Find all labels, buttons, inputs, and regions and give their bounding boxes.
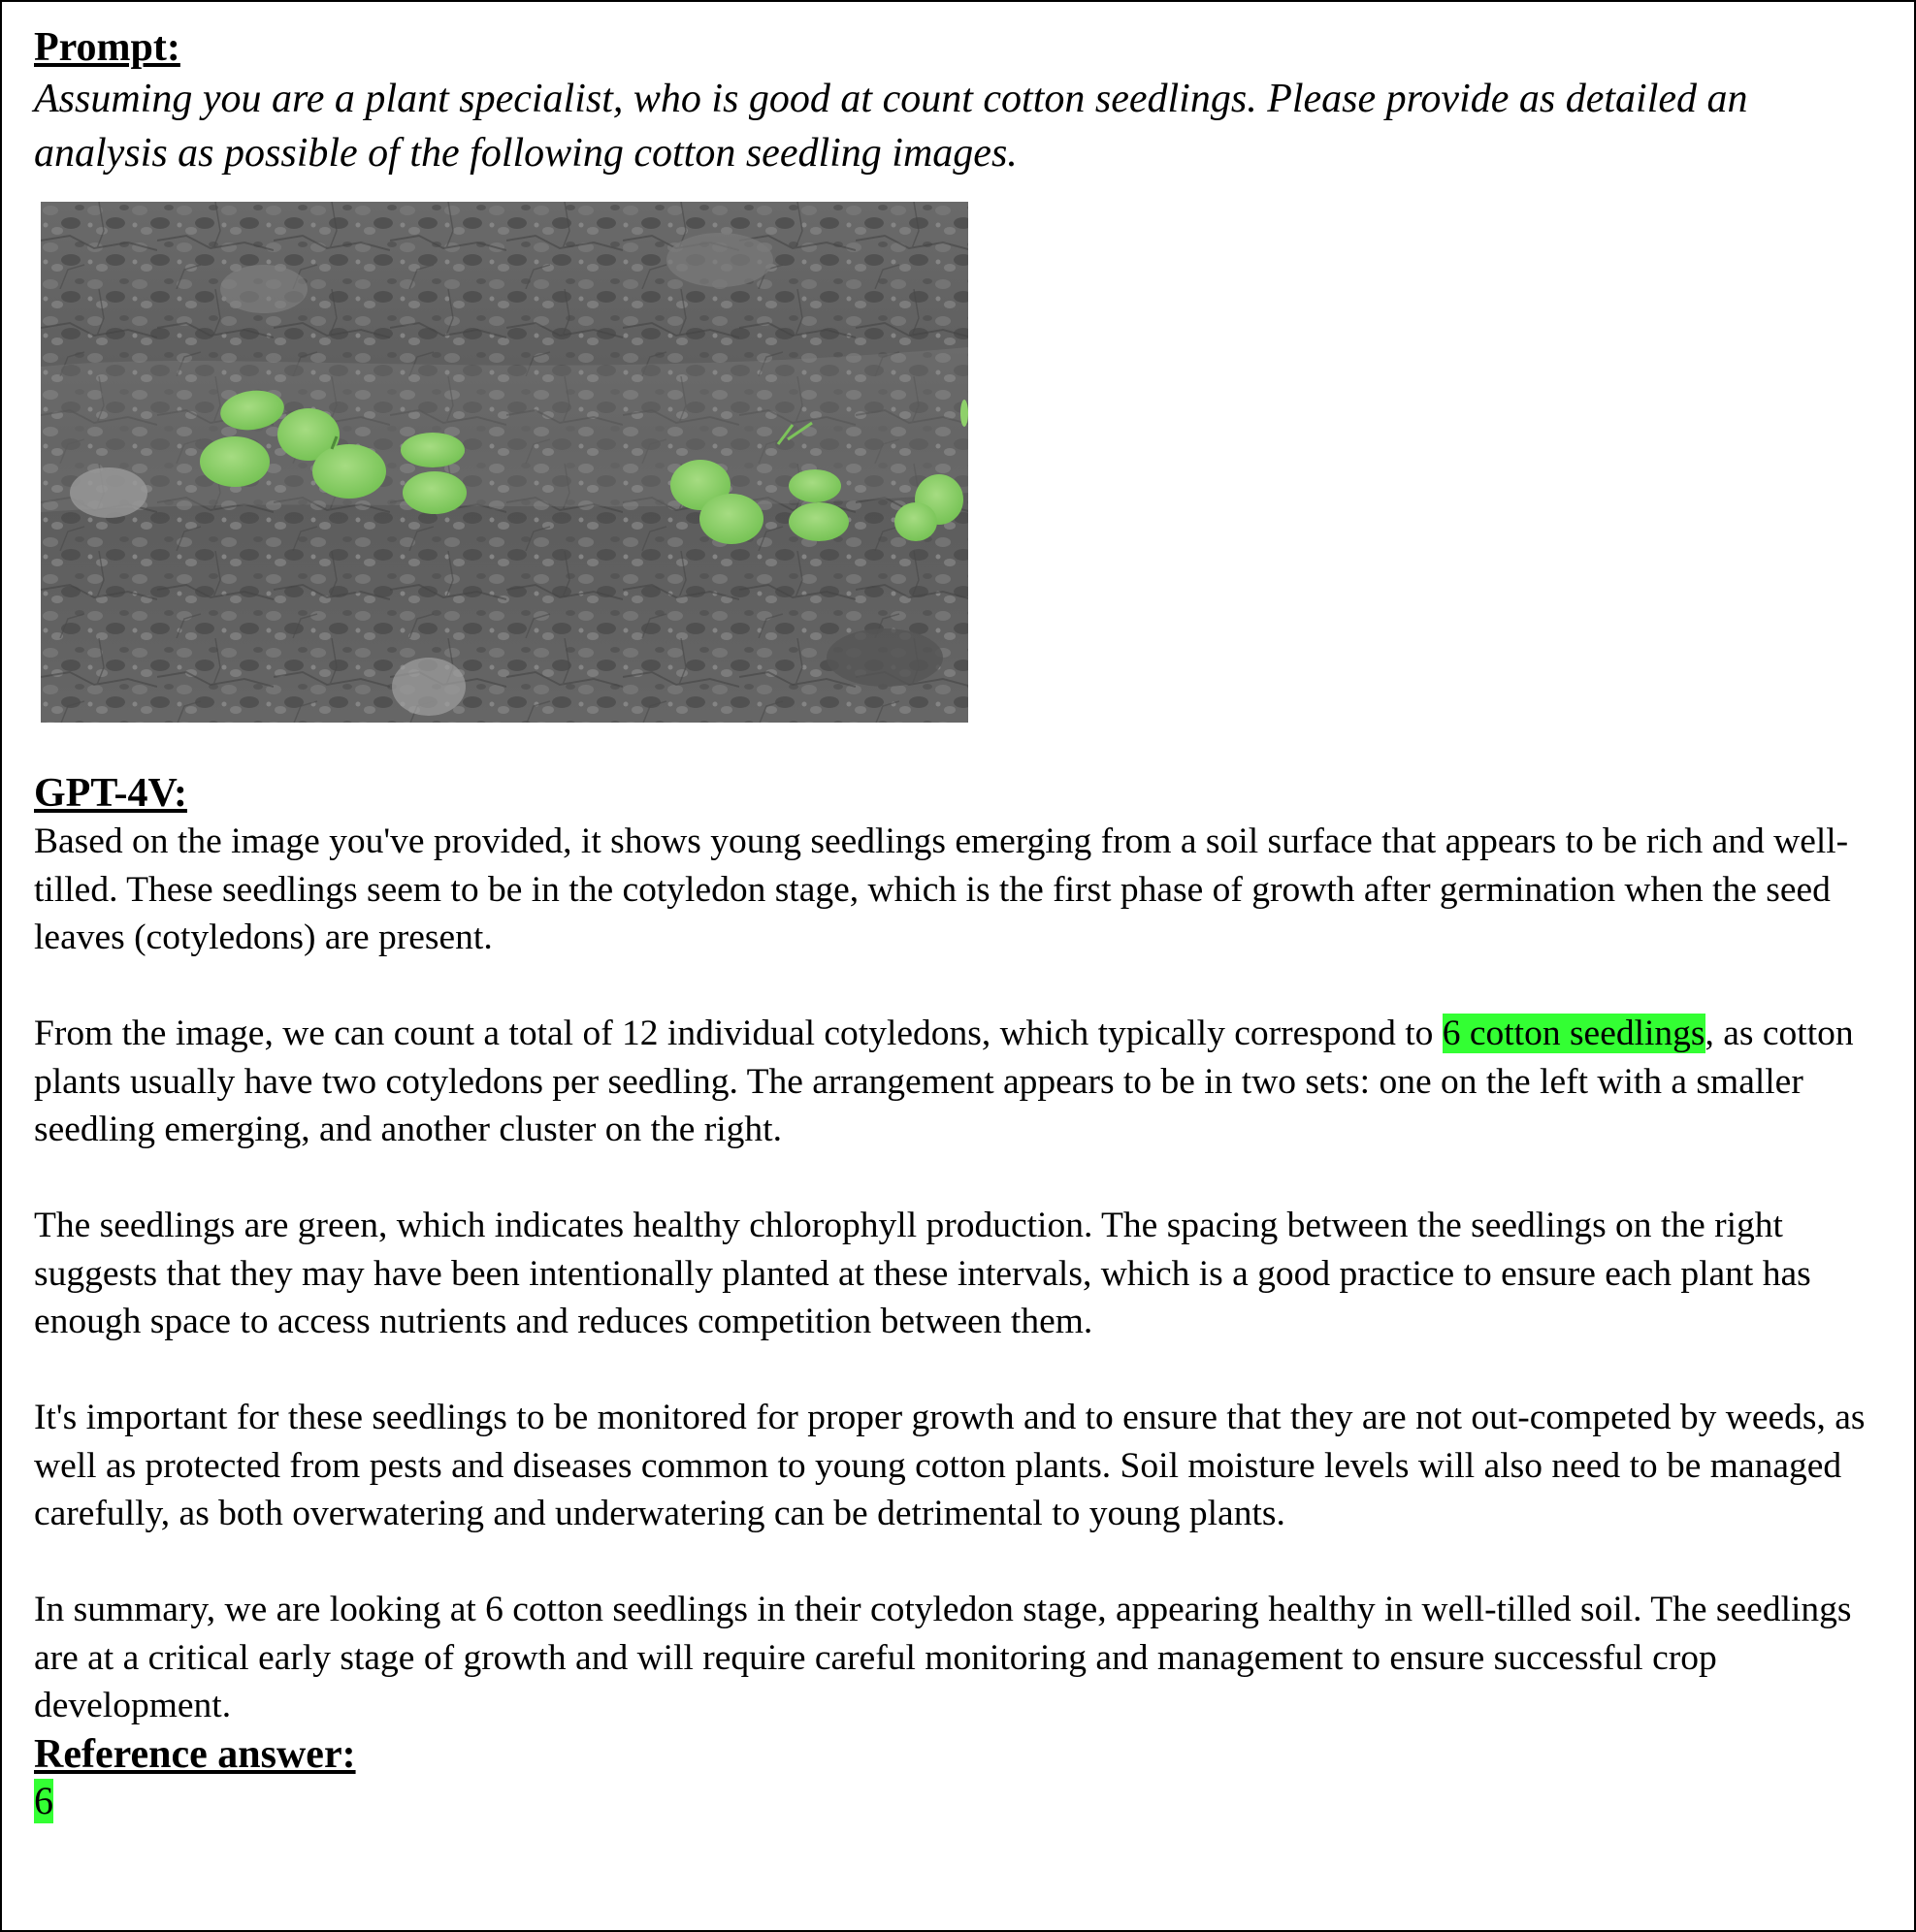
count-highlight: 6 cotton seedlings: [1442, 1014, 1705, 1053]
response-paragraph-2: [34, 1010, 1897, 1154]
p2-before: From the image, we can count a total of 12 individual cotyledons, which typically correspond to: [34, 1014, 1443, 1053]
seedling-photo: [41, 202, 968, 723]
prompt-text: Assuming you are a plant specialist, who is good at count cotton seedlings. Please provide as detailed an analysis as possible of the following cotton seedling images.: [34, 77, 1748, 176]
response-paragraph-5: In summary, we are looking at 6 cotton seedlings in their cotyledon stage, appearing healthy in well-tilled soil. The seedlings are at a critical early stage of growth and will require careful monitoring and management to ensure successful crop development.: [34, 1590, 1852, 1725]
response-paragraph-1: Based on the image you've provided, it shows young seedlings emerging from a soil surface that appears to be rich and well-tilled. These seedlings seem to be in the cotyledon stage, which is the first phase of growth after germination when the seed leaves (cotyledons) are present.: [34, 821, 1849, 957]
prompt-heading: Prompt:: [34, 25, 180, 70]
gpt-heading: GPT-4V:: [34, 771, 187, 816]
cotton-seedling-photo-icon: [41, 202, 968, 723]
reference-answer: 6: [34, 1778, 53, 1822]
content-column: [34, 23, 1897, 1823]
response-paragraph-3: The seedlings are green, which indicates healthy chlorophyll production. The spacing between the seedlings on the right suggests that they may have been intentionally planted at these intervals, which is a good practice to ensure each plant has enough space to access nutrients and reduces competition between them.: [34, 1206, 1811, 1341]
p2-after: , as cotton plants usually have two cotyledons per seedling. The arrangement appears to be in two sets: one on the left with a smaller seedling emerging, and another cluster on the right.: [34, 1014, 1854, 1149]
response-paragraph-4: It's important for these seedlings to be monitored for proper growth and to ensure that they are not out-competed by weeds, as well as protected from pests and diseases common to young cotton plants. Soil moisture levels will also need to be managed carefully, as both overwatering and underwatering can be detrimental to young plants.: [34, 1398, 1866, 1533]
reference-heading: Reference answer:: [34, 1731, 356, 1777]
